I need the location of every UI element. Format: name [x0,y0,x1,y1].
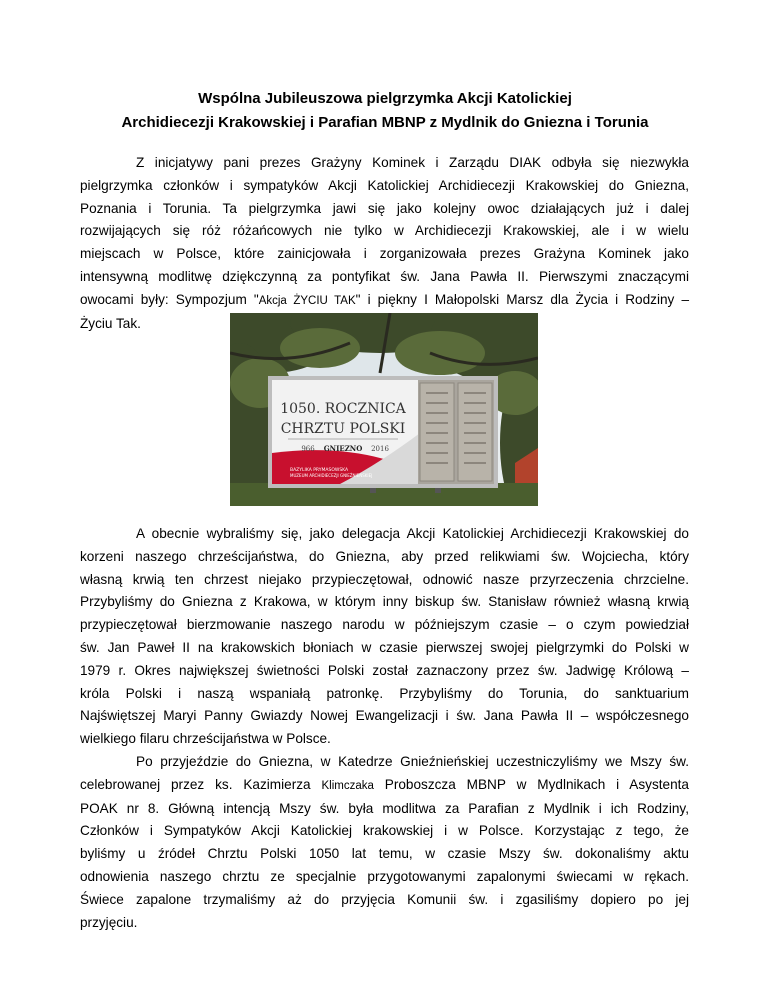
sign-city: GNIEZNO [323,444,363,453]
title-line-1: Wspólna Jubileuszowa pielgrzymka Akcji Katolickiej [198,90,572,107]
text-run: Proboszcza MBNP w Mydlnikach i Asystenta [373,776,689,792]
paragraph-line: wielkiego filaru chrześcijaństwa w Polsce. [80,731,331,747]
paragraph-line: Świece zapalone trzymaliśmy aż do przyjęcia Komunii św. i zgasiliśmy dopiero po jej [80,891,689,907]
text-run: owocami były: Sympozjum " [80,291,259,307]
paragraph-line: przyjęciu. [80,914,138,930]
paragraph-line: króla Polski i naszą wspaniałą patronkę. Przybyliśmy do Torunia, do sanktuarium [80,685,689,701]
paragraph-line: POAK nr 8. Główną intencją Mszy św. była modlitwa za Parafian z Mydlnik i ich Rodziny, [80,800,689,816]
paragraph-line: odnowienia naszego chrztu ze specjalnie przygotowanymi zapalonymi świecami w rękach. [80,868,689,884]
sign-year-966: 966 [301,445,315,453]
paragraph-line [80,289,689,313]
paragraph-2 [80,523,689,751]
text-run: " i piękny I Małopolski Marsz dla Życia i Rodziny – [355,291,689,307]
paragraph-line: byliśmy u źródeł Chrztu Polski 1050 lat temu, w czasie Mszy św. dokonaliśmy aktu [80,846,689,862]
title-line-2: Archidiecezji Krakowskiej i Parafian MBNP z Mydlnik do Gniezna i Torunia [121,114,649,131]
paragraph-line: Poznania i Torunia. Ta pielgrzymka jawi się jako kolejny owoc działających już i dalej [80,200,689,216]
paragraph-3 [80,751,689,934]
paragraph-line: A obecnie wybraliśmy się, jako delegacja Akcji Katolickiej Archidiecezji Krakowskiej do [136,526,689,541]
paragraph-1 [80,152,689,335]
paragraph-line: Z inicjatywy pani prezes Grażyny Kominek i Zarządu DIAK odbyła się niezwykła [136,155,689,170]
sign-year-2016: 2016 [371,445,389,453]
paragraph-line: Po przyjeździe do Gniezna, w Katedrze Gnieźnieńskiej uczestniczyliśmy we Mszy św. [136,754,689,769]
paragraph-line: intensywną modlitwę dziękczynną za pontyfikat św. Jana Pawła II. Pierwszymi znaczącymi [80,268,689,284]
sign-text-line2: CHRZTU POLSKI [280,421,406,437]
paragraph-line: własną krwią ten chrzest niejako przypieczętował, odnowić nasze przyrzeczenia chrzcielne. [80,571,689,587]
paragraph-line: Życiu Tak. [80,315,141,331]
paragraph-line [80,774,689,798]
page-title [80,87,690,135]
sign-text-line1: 1050. ROCZNICA [280,401,406,417]
paragraph-line: św. Jan Paweł II na krakowskich błoniach w czasie pierwszej swojej pielgrzymki do Polski w [80,639,689,655]
paragraph-line: 1979 r. Okres największej świetności Polski został zaznaczony przez św. Jadwigę Królową – [80,662,689,678]
paragraph-line: rozwijających się róż różańcowych nie tylko w Archidiecezji Krakowskiej, ale i w wielu [80,223,689,239]
paragraph-line: przypieczętował bierzmowanie naszego narodu w późniejszym czasie – o czym powiedział [80,617,689,633]
text-run-small: Klimczaka [321,779,374,792]
paragraph-line: Najświętszej Maryi Panny Gwiazdy Nowej Ewangelizacji i św. Jana Pawła II – współczesnego [80,708,689,724]
paragraph-line: korzeni naszego chrześcijaństwa, do Gniezna, aby przed relikwiami św. Wojciecha, który [80,548,689,564]
photo-illustration [230,313,538,506]
text-run: celebrowanej przez ks. Kazimierza [80,776,322,792]
sign-small-1: BAZYLIKA PRYMASOWSKA [290,468,349,473]
paragraph-line: Przybyliśmy do Gniezna z Krakowa, w którym inny biskup św. Stanisław również własną krwią [80,594,689,610]
paragraph-line: pielgrzymka członków i sympatyków Akcji Katolickiej Archidiecezji Krakowskiej do Gniezna, [80,177,689,193]
sign-small-2: MUZEUM ARCHIDIECEZJI GNIEŹNIEŃSKIEJ [290,473,373,478]
paragraph-line: Członków i Sympatyków Akcji Katolickiej krakowskiej i w Polsce. Korzystając z tego, że [80,823,689,839]
photo-jubilee-sign [230,313,538,506]
paragraph-line: miejscach w Polsce, które zainicjowała i zorganizowała prezes Grażyna Kominek jako [80,246,689,262]
text-run-small: Akcja ŻYCIU TAK [258,294,356,307]
